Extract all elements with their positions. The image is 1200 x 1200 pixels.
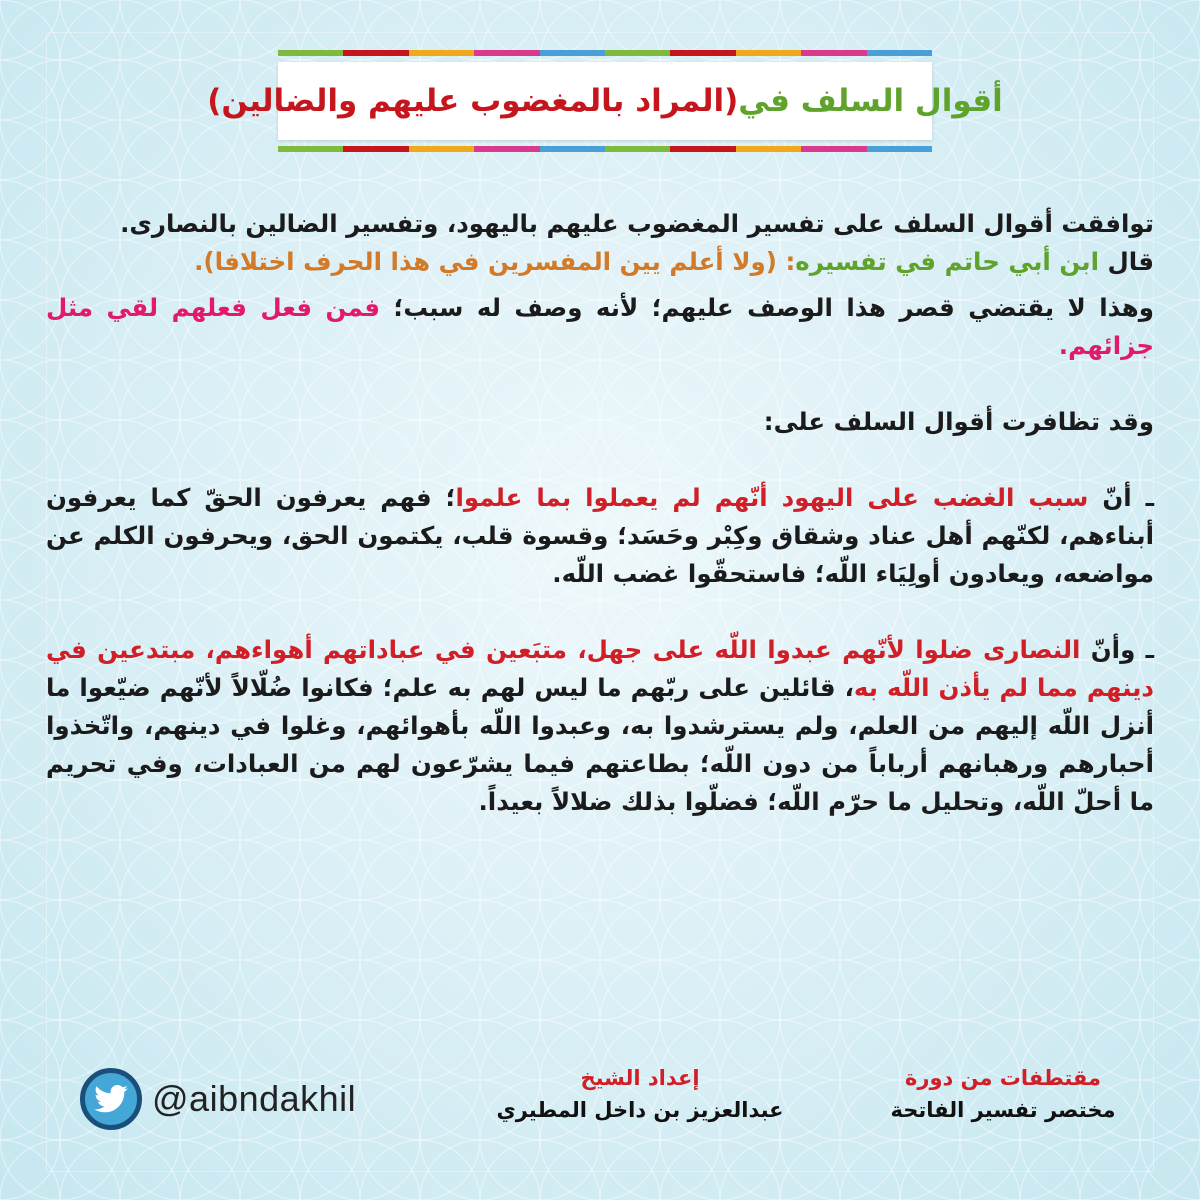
handle-text: @aibndakhil	[152, 1078, 357, 1119]
stripe-segment	[605, 146, 670, 152]
course-heading: مقتطفات من دورة	[904, 1066, 1102, 1090]
paragraph-1: توافقت أقوال السلف على تفسير المغضوب عليهم باليهود، وتفسير الضالين بالنصارى.	[120, 209, 1154, 238]
p3-dot: .	[1058, 331, 1069, 360]
title-stripe-bottom	[278, 146, 932, 152]
p2-close: ).	[194, 247, 215, 276]
stripe-segment	[278, 50, 343, 56]
author-name: عبدالعزيز بن داخل المطيري	[496, 1098, 784, 1122]
page-title	[207, 62, 1003, 140]
stripe-segment	[801, 50, 866, 56]
p6-dash: ـ وأنّ	[1080, 635, 1154, 664]
twitter-bird-icon	[80, 1068, 142, 1130]
stripe-segment	[867, 50, 932, 56]
p6-highlight: النصارى ضلوا لأنّهم عبدوا اللّه على جهل، متبَعين في عباداتهم أهواءهم، مبتدعين في دينهم مما لم يأذن اللّه به	[46, 635, 1154, 702]
stripe-segment	[343, 146, 408, 152]
stripe-segment	[540, 146, 605, 152]
stripe-segment	[540, 50, 605, 56]
paragraph-2	[46, 243, 1154, 281]
stripe-segment	[474, 146, 539, 152]
stripe-segment	[736, 146, 801, 152]
p2-quote: ولا أعلم يين المفسرين في هذا الحرف اختلافا	[214, 247, 766, 276]
paragraph-4: وقد تظافرت أقوال السلف على:	[763, 407, 1154, 436]
article-body	[46, 205, 1154, 821]
author-heading: إعداد الشيخ	[580, 1066, 700, 1090]
title-part-1: أقوال السلف في	[738, 83, 1003, 119]
stripe-segment	[670, 146, 735, 152]
p3-text-a: وهذا لا يقتضي قصر هذا الوصف عليهم؛ لأنه وصف له سبب؛	[380, 293, 1154, 322]
stripe-segment	[409, 50, 474, 56]
stripe-segment	[409, 146, 474, 152]
twitter-handle[interactable]	[80, 1064, 380, 1134]
stripe-segment	[736, 50, 801, 56]
stripe-segment	[801, 146, 866, 152]
p6-text: ، قائلين على ربّهم ما ليس لهم به علم؛ فكانوا ضُلّالاً لأنّهم ضيّعوا ما أنزل اللّه إليهم من العلم، ولم يسترشدوا به، وعبدوا اللّه بأهوائهم، وغلوا في دينهم، واتّخذوا أحبارهم ورهبانهم أرباباً من دون اللّه؛ بطاعتهم فيما يشرّعون لهم من العبادات، وفي تحريم ما أحلّ اللّه، وتحليل ما حرّم اللّه؛ فضلّوا بذلك ضلالاً بعيداً.	[46, 673, 1154, 816]
p5-text: ؛ فهم يعرفون الحقّ كما يعرفون أبناءهم، لكنّهم أهل عناد وشقاق وكِبْر وحَسَد؛ وقسوة قلب، يكتمون الحق، ويحرفون الكلم عن مواضعه، ويعادون أولِيَاء اللّه؛ فاستحقّوا غضب اللّه.	[46, 483, 1154, 588]
title-stripe-top	[278, 50, 932, 56]
paragraph-5	[46, 479, 1154, 593]
stripe-segment	[605, 50, 670, 56]
stripe-segment	[867, 146, 932, 152]
p5-highlight: سبب الغضب على اليهود أنّهم لم يعملوا بما علموا	[455, 483, 1089, 512]
stripe-segment	[343, 50, 408, 56]
stripe-segment	[474, 50, 539, 56]
stripe-segment	[278, 146, 343, 152]
paragraph-3	[46, 289, 1154, 365]
p2-source: ابن أبي حاتم في تفسيره	[795, 247, 1099, 276]
p2-text-a: قال	[1098, 247, 1154, 276]
p5-dash: ـ أنّ	[1088, 483, 1154, 512]
author-credit	[475, 1062, 805, 1126]
stripe-segment	[670, 50, 735, 56]
course-credit	[858, 1062, 1148, 1126]
p2-colon: : (	[765, 247, 796, 276]
course-name: مختصر تفسير الفاتحة	[890, 1098, 1116, 1122]
p3-highlight: فمن فعل فعلهم لقي مثل جزائهم	[46, 293, 1154, 360]
title-part-2: (المراد بالمغضوب عليهم والضالين)	[207, 83, 739, 119]
paragraph-6	[46, 631, 1154, 821]
